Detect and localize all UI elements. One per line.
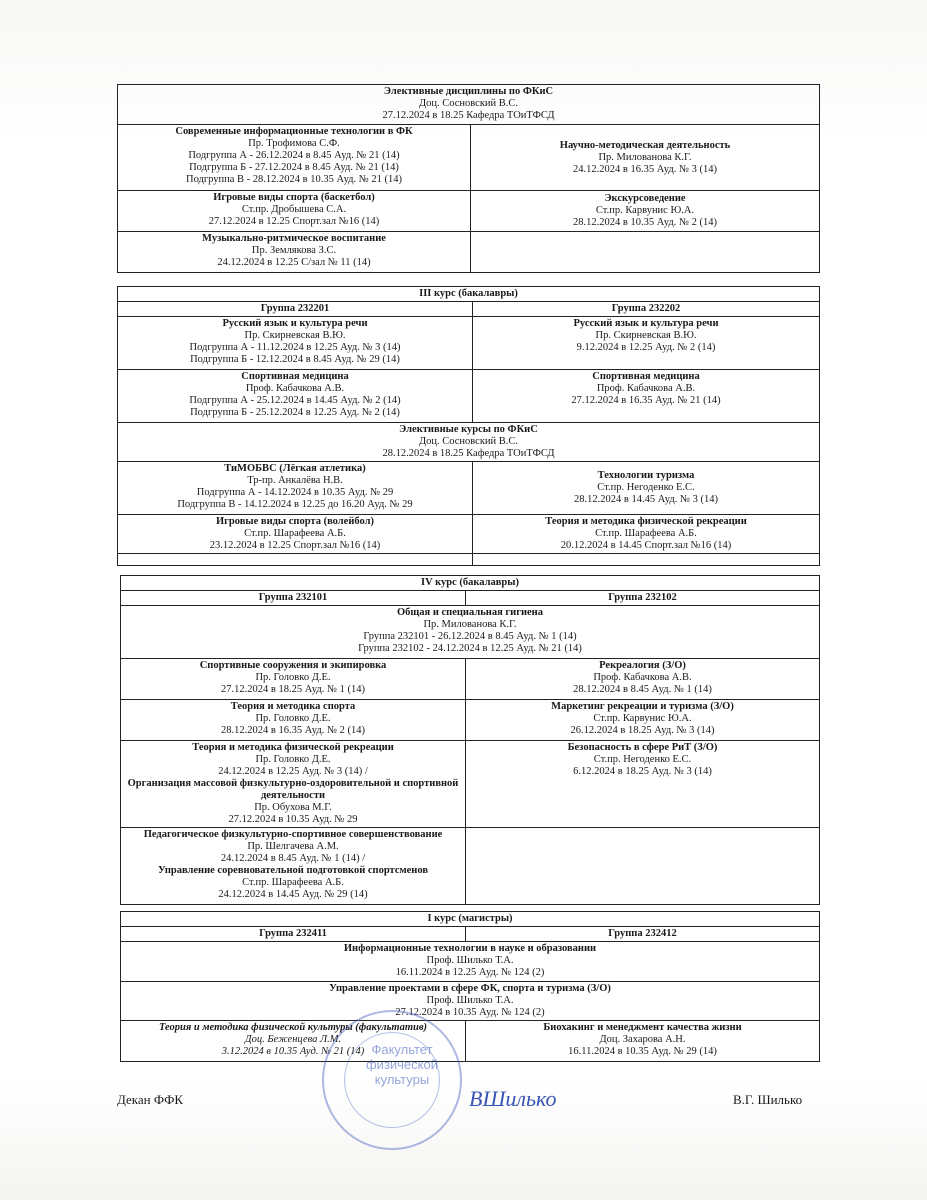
line: Подгруппа А - 25.12.2024 в 14.45 Ауд. № 2 (14) [189, 395, 401, 406]
cell [473, 515, 820, 554]
discipline-title: Спортивная медицина [241, 371, 349, 382]
cell [473, 370, 820, 423]
line: Пр. Милованова К.Г. [423, 619, 517, 630]
line: Пр. Обухова М.Г. [254, 802, 332, 813]
cell [118, 232, 471, 273]
line: 27.12.2024 в 18.25 Ауд. № 1 (14) [221, 684, 365, 695]
table-row [118, 423, 820, 462]
discipline-title: Теория и методика спорта [230, 701, 356, 712]
line: Ст.пр. Негоденко Е.С. [593, 754, 692, 765]
discipline-title: Русский язык и культура речи [222, 318, 368, 329]
line: Пр. Милованова К.Г. [598, 151, 692, 163]
table-row [118, 515, 820, 554]
cell [121, 942, 820, 982]
discipline-title: Теория и методика физической рекреации [545, 516, 747, 527]
discipline-title: Научно-методическая деятельность [559, 139, 731, 151]
discipline-title: Спортивная медицина [592, 371, 700, 382]
course-title: III курс (бакалавры) [118, 287, 820, 302]
signature-scribble [465, 1082, 575, 1116]
cell [473, 462, 820, 515]
masters-table [120, 911, 820, 1062]
table-row [121, 1021, 820, 1062]
discipline-title: Теория и методика физической рекреации [192, 742, 394, 753]
line: Доц. Захарова А.Н. [599, 1034, 686, 1045]
line: 27.12.2024 в 10.35 Ауд. № 29 [228, 814, 358, 825]
handwritten-signature [465, 1082, 575, 1121]
line: Ст.пр. Шарафеева А.Б. [244, 528, 346, 539]
discipline-title: Организация массовой физкультурно-оздоровительной и спортивной деятельности [127, 778, 459, 801]
signer-name: В.Г. Шилько [733, 1092, 803, 1107]
cell [471, 191, 820, 232]
group-label: Группа 232102 [466, 591, 820, 606]
course-4-table [120, 575, 820, 905]
table-row [121, 982, 820, 1021]
discipline-title: Безопасность в сфере РиТ (З/О) [567, 742, 718, 753]
group-label: Группа 232412 [466, 927, 820, 942]
line: Пр. Шелгачева А.М. [247, 841, 339, 852]
empty-cell [118, 554, 473, 566]
cell [118, 125, 471, 191]
line: Проф. Кабачкова А.В. [593, 672, 692, 683]
discipline-title: Маркетинг рекреации и туризма (З/О) [551, 701, 734, 712]
line: Подгруппа А - 14.12.2024 в 10.35 Ауд. № 29 [196, 487, 394, 498]
cell [471, 125, 820, 191]
line: Проф. Шилько Т.А. [426, 955, 514, 966]
signer-position: Декан ФФК [117, 1092, 184, 1107]
line: Ст.пр. Дробышева С.А. [241, 204, 347, 215]
table-row [121, 659, 820, 700]
table-row [118, 191, 820, 232]
line: Тр-пр. Анкалёва Н.В. [247, 475, 343, 486]
section-title: Элективные дисциплины по ФКиС [383, 86, 554, 97]
cell [118, 423, 820, 462]
cell [121, 606, 820, 659]
signature-text: ВШилько [469, 1086, 557, 1111]
line: 6.12.2024 в 18.25 Ауд. № 3 (14) [573, 766, 712, 777]
cell [121, 982, 820, 1021]
line: 28.12.2024 в 16.35 Ауд. № 2 (14) [221, 725, 365, 736]
discipline-title: Управление проектами в сфере ФК, спорта и туризма (З/О) [329, 983, 611, 994]
discipline-title: Рекреалогия (З/О) [599, 660, 686, 671]
discipline-title: Игровые виды спорта (волейбол) [215, 516, 374, 527]
cell [118, 370, 473, 423]
group-header-row [121, 591, 820, 606]
line: 20.12.2024 в 14.45 Спорт.зал №16 (14) [560, 540, 732, 551]
group-label: Группа 232202 [473, 302, 820, 317]
line: 26.12.2024 в 18.25 Ауд. № 3 (14) [570, 725, 715, 736]
line: Подгруппа Б - 25.12.2024 в 12.25 Ауд. № 2 (14) [190, 407, 400, 418]
cell [118, 191, 471, 232]
table-row [118, 232, 820, 273]
line: Пр. Землякова З.С. [251, 245, 337, 256]
line: 28.12.2024 в 14.45 Ауд. № 3 (14) [574, 494, 718, 505]
cell [121, 828, 466, 905]
discipline-title: Биохакинг и менеджмент качества жизни [543, 1022, 742, 1033]
line: Пр. Скирневская В.Ю. [244, 330, 346, 341]
cell [118, 462, 473, 515]
empty-cell [466, 828, 820, 905]
line: Ст.пр. Карвунис Ю.А. [595, 205, 695, 216]
line: Подгруппа В - 28.12.2024 в 10.35 Ауд. № 21 (14) [185, 174, 403, 185]
cell [121, 700, 466, 741]
discipline-title: Технологии туризма [597, 470, 695, 481]
discipline-title: Управление соревновательной подготовкой спортсменов [157, 865, 429, 876]
teacher: Доц. Сосновский В.С. [418, 98, 519, 109]
cell [121, 741, 466, 828]
course-title: IV курс (бакалавры) [121, 576, 820, 591]
line: 24.12.2024 в 12.25 С/зал № 11 (14) [217, 257, 371, 268]
line: 9.12.2024 в 12.25 Ауд. № 2 (14) [576, 342, 716, 353]
group-label: Группа 232201 [118, 302, 473, 317]
line: Проф. Шилько Т.А. [426, 995, 514, 1006]
table-row [118, 370, 820, 423]
table-header-row [118, 85, 820, 125]
line: 16.11.2024 в 12.25 Ауд. № 124 (2) [395, 967, 545, 978]
cell [118, 317, 473, 370]
course-header-row [121, 576, 820, 591]
table-row [121, 741, 820, 828]
discipline-title: ТиМОБВС (Лёгкая атлетика) [224, 463, 366, 474]
line: Подгруппа Б - 12.12.2024 в 8.45 Ауд. № 29 (14) [190, 354, 400, 365]
line: Ст.пр. Негоденко Е.С. [597, 482, 695, 493]
table-row [121, 942, 820, 982]
discipline-title: Музыкально-ритмическое воспитание [202, 233, 386, 244]
line: Подгруппа Б - 27.12.2024 в 8.45 Ауд. № 21 (14) [189, 162, 399, 173]
line: 23.12.2024 в 12.25 Спорт.зал №16 (14) [209, 540, 381, 551]
stamp-text: Факультет физической культуры [365, 1042, 438, 1087]
empty-cell [473, 554, 820, 566]
line: Ст.пр. Карвунис Ю.А. [593, 713, 692, 724]
cell [473, 317, 820, 370]
discipline-title: Педагогическое физкультурно-спортивное совершенствование [143, 829, 443, 840]
cell [118, 515, 473, 554]
line: 24.12.2024 в 8.45 Ауд. № 1 (14) / [220, 853, 366, 864]
group-header-row [121, 927, 820, 942]
cell [466, 1021, 820, 1062]
discipline-title: Информационные технологии в науке и образовании [343, 943, 597, 954]
course-3-table [117, 286, 820, 566]
discipline-title: Общая и специальная гигиена [397, 607, 543, 618]
line: Пр. Головко Д.Е. [255, 713, 331, 724]
course-title: I курс (магистры) [121, 912, 820, 927]
discipline-title: Игровые виды спорта (баскетбол) [213, 192, 375, 203]
line: Доц. Сосновский В.С. [418, 436, 519, 447]
table-row [118, 462, 820, 515]
line: Ст.пр. Шарафеева А.Б. [595, 528, 697, 539]
empty-cell [471, 232, 820, 273]
table-row [118, 125, 820, 191]
table-row [121, 828, 820, 905]
cell [466, 741, 820, 828]
line: Пр. Скирневская В.Ю. [595, 330, 697, 341]
line: Проф. Кабачкова А.В. [596, 383, 696, 394]
line: Группа 232102 - 24.12.2024 в 12.25 Ауд. № 21 (14) [358, 643, 582, 654]
faculty-stamp [322, 1010, 462, 1150]
table-row [121, 700, 820, 741]
line: 24.12.2024 в 12.25 Ауд. № 3 (14) / [218, 766, 368, 777]
line: 28.12.2024 в 10.35 Ауд. № 2 (14) [573, 217, 717, 228]
cell [121, 659, 466, 700]
line: Ст.пр. Шарафеева А.Б. [242, 877, 344, 888]
line: 3.12.2024 в 10.35 Ауд. № 21 (14) [221, 1046, 365, 1057]
discipline-title: Современные информационные технологии в ФК [175, 126, 413, 137]
line: Подгруппа А - 26.12.2024 в 8.45 Ауд. № 21 (14) [188, 150, 400, 161]
line: Проф. Кабачкова А.В. [245, 383, 345, 394]
line: 28.12.2024 в 8.45 Ауд. № 1 (14) [573, 684, 712, 695]
cell [466, 700, 820, 741]
discipline-title: Теория и методика физической культуры (факультатив) [158, 1022, 428, 1033]
discipline-title: Русский язык и культура речи [573, 318, 719, 329]
line: 24.12.2024 в 14.45 Ауд. № 29 (14) [218, 889, 368, 900]
datetime: 27.12.2024 в 18.25 Кафедра ТОиТФСД [382, 110, 555, 121]
course-header-row [118, 287, 820, 302]
line: 27.12.2024 в 10.35 Ауд. № 124 (2) [395, 1007, 545, 1018]
empty-row [118, 554, 820, 566]
line: 24.12.2024 в 16.35 Ауд. № 3 (14) [573, 163, 717, 175]
line: Пр. Головко Д.Е. [255, 672, 331, 683]
cell [466, 659, 820, 700]
line: 28.12.2024 в 18.25 Кафедра ТОиТФСД [382, 448, 555, 459]
course-header-row [121, 912, 820, 927]
group-label: Группа 232101 [121, 591, 466, 606]
group-label: Группа 232411 [121, 927, 466, 942]
line: Подгруппа В - 14.12.2024 в 12.25 до 16.20 Ауд. № 29 [177, 499, 413, 510]
discipline-title: Экскурсоведение [604, 193, 686, 204]
discipline-title: Спортивные сооружения и экипировка [199, 660, 387, 671]
line: Доц. Беженцева Л.М. [244, 1034, 342, 1045]
discipline-title: Элективные курсы по ФКиС [399, 424, 538, 435]
line: Пр. Головко Д.Е. [255, 754, 331, 765]
line: Пр. Трофимова С.Ф. [248, 138, 340, 149]
line: 16.11.2024 в 10.35 Ауд. № 29 (14) [568, 1046, 717, 1057]
line: Группа 232101 - 26.12.2024 в 8.45 Ауд. № 1 (14) [363, 631, 577, 642]
table-row [118, 317, 820, 370]
table-row [121, 606, 820, 659]
line: 27.12.2024 в 16.35 Ауд. № 21 (14) [571, 395, 721, 406]
group-header-row [118, 302, 820, 317]
electives-table [117, 84, 820, 273]
line: Подгруппа А - 11.12.2024 в 12.25 Ауд. № 3 (14) [189, 342, 401, 353]
line: 27.12.2024 в 12.25 Спорт.зал №16 (14) [208, 216, 380, 227]
